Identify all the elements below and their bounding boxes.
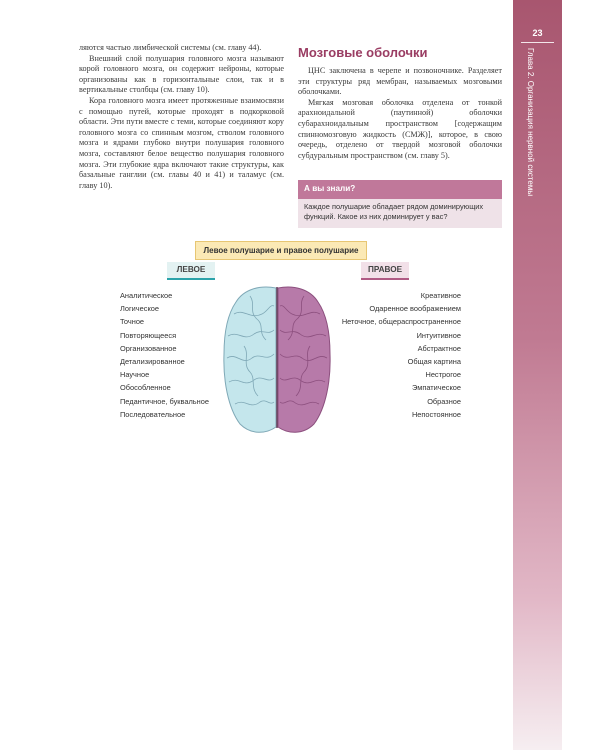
paragraph: Внешний слой полушария головного мозга называют корой головного мозга, он содержит нейроны, которые организованы как в горизонтальные слои, так и в вертикальные столбцы (см. главу 10). — [79, 53, 284, 95]
left-text-column — [79, 43, 284, 191]
brain-illustration — [220, 284, 334, 434]
right-hemisphere-label: ПРАВОЕ — [361, 262, 409, 280]
did-you-know-box — [298, 180, 502, 228]
chapter-title: Глава 2. Организация нервной системы — [526, 48, 535, 197]
left-trait: Аналитическое — [120, 291, 173, 300]
chapter-sidebar — [513, 0, 562, 750]
left-trait: Обособленное — [120, 383, 171, 393]
left-traits-list — [120, 289, 209, 421]
callout-title: А вы знали? — [298, 180, 502, 199]
left-trait: Педантичное, буквальное — [120, 396, 209, 406]
right-trait: Неточное, общераспространенное — [341, 317, 461, 327]
left-trait: Точное — [120, 317, 145, 327]
right-trait: Образное — [427, 396, 461, 406]
right-trait: Эмпатическое — [412, 383, 461, 393]
left-trait: Повторяющееся — [120, 330, 177, 340]
callout-body: Каждое полушарие обладает рядом доминирующих функций. Какое из них доминирует у вас? — [304, 202, 484, 221]
right-trait: Непостоянное — [411, 409, 461, 419]
section-heading: Мозговые оболочки — [298, 45, 428, 60]
paragraph: ЦНС заключена в черепе и позвоночнике. Разделяет эти структуры ряд мембран, называемых мозговыми оболочками. — [298, 66, 502, 97]
paragraph: Кора головного мозга имеет протяженные взаимосвязи с помощью путей, которые проходят в подкорковой области. Эти пути вместе с теми, которые соединяют кору головного мозга со спинным мозгом, стволом головного мозга и ядрами глубоко внутри полушария головного мозга, составляют белое вещество полушария головного мозга. Эти глубокие ядра включают такие структуры, как базальные ганглии (см. главы 40 и 41) и таламус (см. главу 10). — [79, 95, 284, 190]
figure-title: Левое полушарие и правое полушарие — [195, 241, 367, 260]
left-trait: Детализированное — [120, 356, 185, 366]
right-trait: Креативное — [420, 291, 461, 300]
right-trait: Общая картина — [407, 356, 461, 366]
right-trait: Одаренное воображением — [369, 304, 461, 314]
paragraph: ляются частью лимбической системы (см. главу 44). — [79, 43, 262, 52]
section-body — [298, 66, 502, 161]
right-text-column — [298, 45, 502, 161]
right-trait: Абстрактное — [417, 343, 461, 353]
left-trait: Организованное — [120, 343, 177, 353]
right-trait: Интуитивное — [416, 330, 461, 340]
page-number: 23 — [532, 28, 543, 38]
right-traits-list — [320, 289, 461, 421]
left-trait: Логическое — [120, 304, 159, 314]
left-hemisphere-label: ЛЕВОЕ — [167, 262, 215, 280]
sidebar-divider — [521, 42, 554, 43]
left-trait: Последовательное — [120, 409, 186, 419]
right-trait: Нестрогое — [425, 370, 461, 380]
paragraph: Мягкая мозговая оболочка отделена от тонкой арахноидальной (паутинной) оболочки субарахноидальным пространством [содержащим спинномозговую жидкость (СМЖ)], которое, в свою очередь, отделено от твердой мозговой оболочки субдуральным пространством (см. главу 5). — [298, 97, 502, 160]
left-trait: Научное — [120, 370, 150, 380]
